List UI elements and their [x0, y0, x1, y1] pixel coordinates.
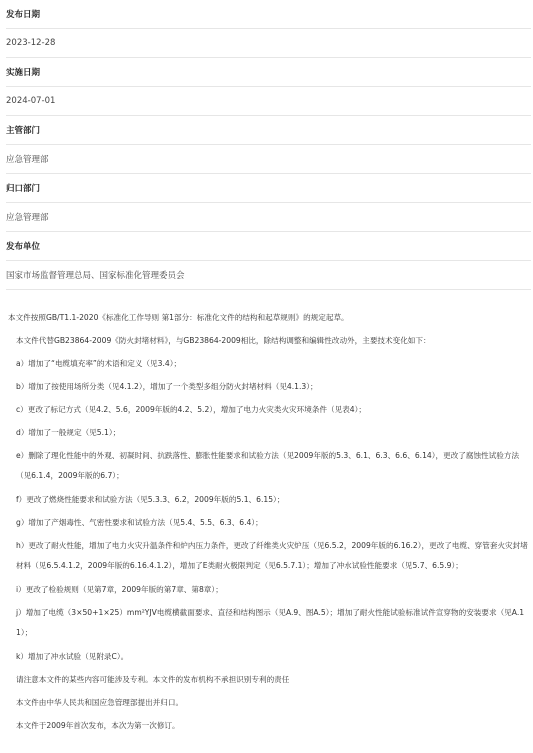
change-item: j）增加了电缆（3×50+1×25）mm²YJV电缆横截面要求、直径和结构图示（见A.9、图A.5）；增加了耐火性能试验标准试件宣穿物的安装要求（见A.11）；	[16, 608, 525, 637]
impl-date-value: 2024-07-01	[6, 96, 56, 106]
proposer-statement: 本文件由中华人民共和国应急管理部提出并归口。	[16, 698, 184, 707]
impl-date-label: 实施日期	[6, 68, 41, 78]
change-item: a）增加了“电缆填充率”的术语和定义（见3.4）；	[16, 359, 182, 368]
change-item: e）删除了理化性能中的外观、初凝时间、抗跌落性、膨胀性能要求和试验方法（见2009年版的5.3、6.1、6.3、6.6、6.14），更改了腐蚀性试验方法（见6.1.4，2009年版的6.7）；	[16, 451, 520, 480]
publisher-label: 发布单位	[6, 242, 41, 252]
body-paragraph: 本文件按照GB/T1.1-2020《标准化工作导则 第1部分：标准化文件的结构和起草规则》的规定起草。	[8, 313, 349, 322]
publisher-value: 国家市场监督管理总局、国家标准化管理委员会	[6, 271, 185, 281]
change-item: i）更改了检验规则（见第7章，2009年版的第7章、第8章）；	[16, 585, 223, 594]
publisher-value-row	[6, 261, 531, 290]
publisher-label-row	[6, 232, 531, 261]
issue-date-value: 2023-12-28	[6, 38, 56, 48]
dept-value: 应急管理部	[6, 155, 49, 165]
change-item: b）增加了按使用场所分类（见4.1.2），增加了一个类型多组分防火封堵材料（见4.1.3）；	[16, 382, 318, 391]
change-item: f）更改了燃烧性能要求和试验方法（见5.3.3、6.2，2009年版的5.1、6.15）；	[16, 495, 285, 504]
issue-date-value-row	[6, 29, 531, 58]
body-paragraph: 本文件代替GB23864-2009《防火封堵材料》，与GB23864-2009相比，除结构调整和编辑性改动外，主要技术变化如下：	[16, 336, 431, 345]
change-item: k）增加了冲水试验（见附录C）。	[16, 652, 129, 661]
owner-label: 归口部门	[6, 184, 41, 194]
owner-value-row	[6, 203, 531, 232]
dept-label-row	[6, 116, 531, 145]
section-gap	[6, 290, 531, 306]
owner-value: 应急管理部	[6, 213, 49, 223]
change-item: g）增加了产烟毒性、气密性要求和试验方法（见5.4、5.5、6.3、6.4）；	[16, 518, 263, 527]
impl-date-value-row	[6, 87, 531, 116]
dept-label: 主管部门	[6, 126, 41, 136]
impl-date-label-row	[6, 58, 531, 87]
change-item: d）增加了一般规定（见5.1）；	[16, 428, 121, 437]
issue-date-label-row	[6, 0, 531, 29]
standard-body	[6, 306, 531, 737]
issue-date-label: 发布日期	[6, 10, 41, 20]
patent-notice: 请注意本文件的某些内容可能涉及专利。本文件的发布机构不承担识别专利的责任	[16, 675, 290, 684]
change-item: c）更改了标记方式（见4.2、5.6，2009年版的4.2、5.2），增加了电力火灾类火灾环境条件（见表4）；	[16, 405, 367, 414]
dept-value-row	[6, 145, 531, 174]
owner-label-row	[6, 174, 531, 203]
history-statement: 本文件于2009年首次发布，本次为第一次修订。	[16, 721, 180, 730]
change-item: h）更改了耐火性能，增加了电力火灾升温条件和炉内压力条件，更改了纤维类火灾炉压（见6.5.2，2009年版的6.16.2），更改了电缆、穿管套火灾封堵材料（见6.5.4.1.2，2009年版的6.16.4.1.2），增加了E类耐火极限判定（见6.5.7.1）；增加了冲水试验性能要求（见5.7、6.5.9）；	[16, 541, 528, 570]
